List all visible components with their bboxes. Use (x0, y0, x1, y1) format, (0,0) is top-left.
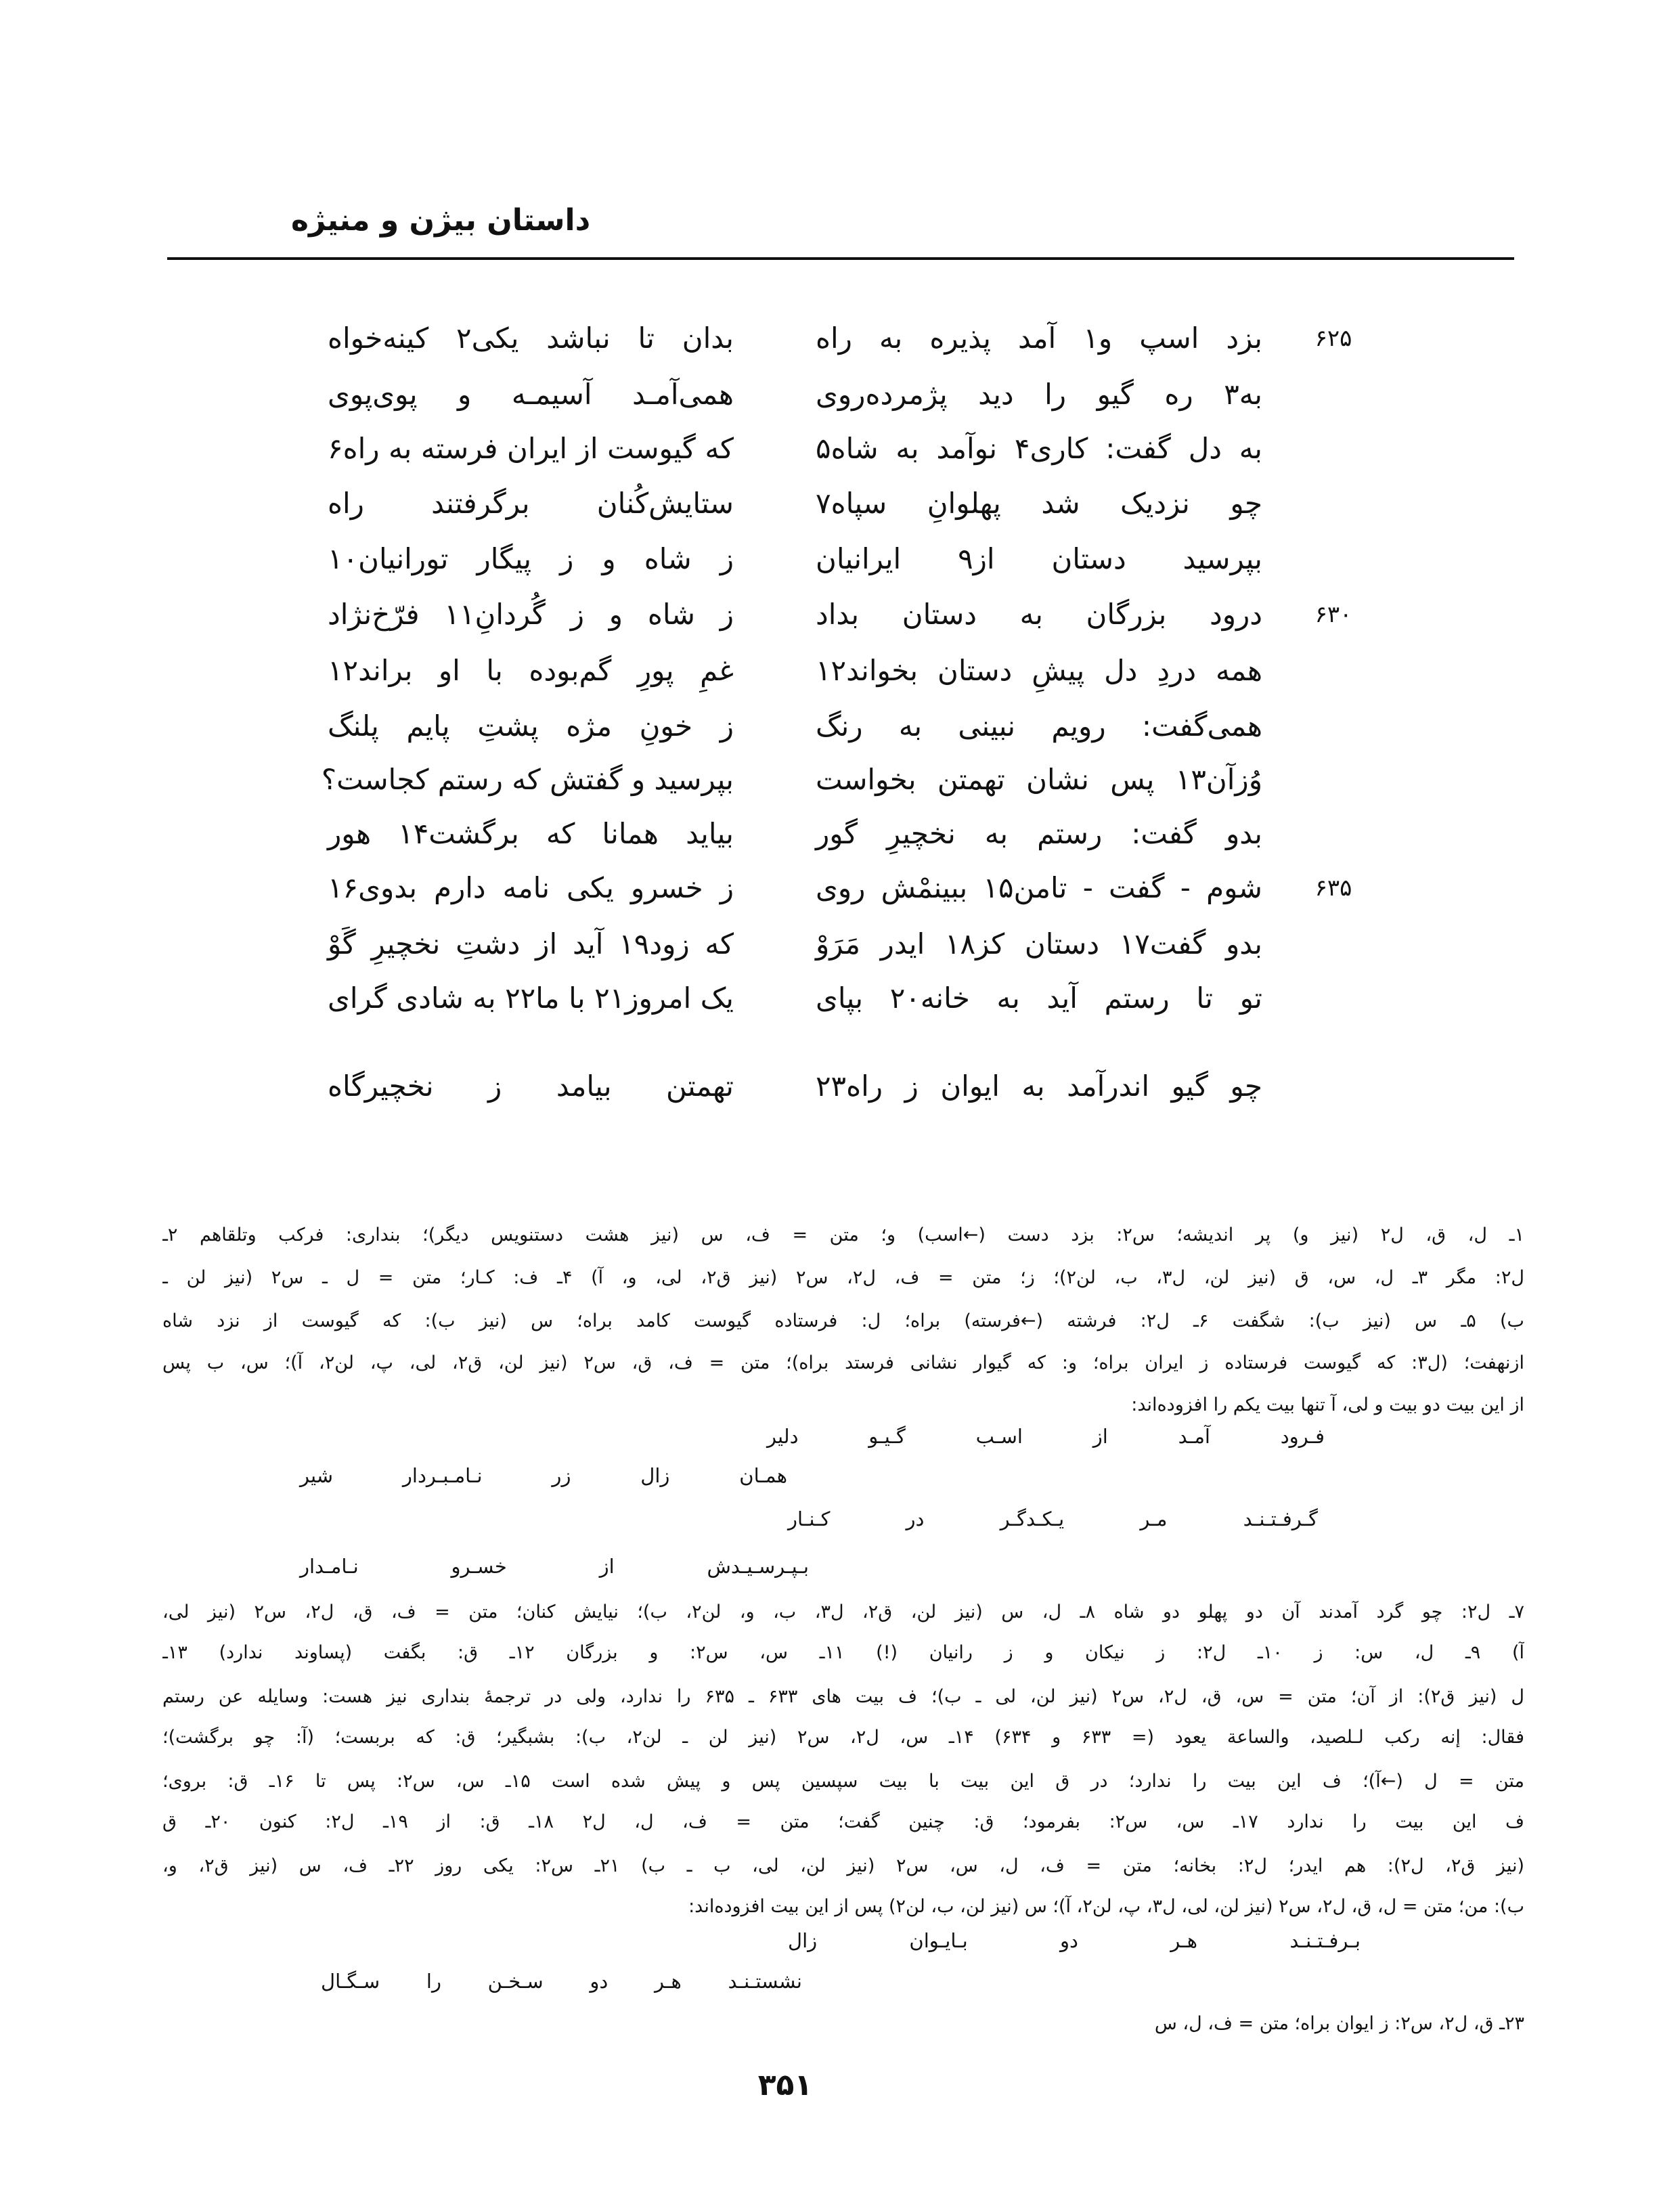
footnote-line: ل۲: مگر ۳ـ ل، س، ق (نیز لن، ل۳، ب، لن۲)؛ ز؛ متن = ف، ل۲، س۲ (نیز ق۲، لی، و، آ) ۴ـ ف: کـار؛ متن = ل ـ س۲ (نیز لن ـ (162, 1267, 1524, 1288)
footnote-line: متن = ل (←آ)؛ ف این بیت را ندارد؛ در ق این بیت با بیت سپسین پس و پیش شده است ۱۵ـ س، س۲: پس تا ۱۶ـ ق: بروی؛ (162, 1771, 1524, 1792)
footnote-line: ۱ـ ل، ق، ل۲ (نیز و) پر اندیشه؛ س۲: بزد دست (←اسب) و؛ متن = ف، س (نیز هشت دستنویس دیگر)؛ بنداری: فرکب وتلقاهم ۲ـ (162, 1224, 1524, 1245)
footnote-line: ۷ـ ل۲: چو گرد آمدند آن دو پهلو دو شاه ۸ـ ل، س (نیز لن، ق۲، ل۳، ب، و، لن۲، ب)؛ نیایش کنان؛ متن = ف، ق، ل۲، س۲ (نیز لی، (162, 1602, 1524, 1622)
hemistich-right: همی‌گفت: رویم نبینی به رنگ (816, 709, 1262, 743)
hemistich-left: که گیوست از ایران فرسته به راه۶ (328, 432, 734, 465)
header-rule (167, 257, 1514, 260)
footnote-line: ل (نیز ق۲): از آن؛ متن = س، ق، ل۲، س۲ (نیز لن، لی ـ ب)؛ ف بیت های ۶۳۳ ـ ۶۳۵ را ندارد، ولی در ترجمهٔ بنداری نیز هست: وسایله عن رستم (162, 1686, 1524, 1707)
verse-number: ۶۳۰ (1314, 601, 1352, 628)
footnote-line: آ) ۹ـ ل، س: ز ۱۰ـ ل۲: ز نیکان و ز رانیان (!) ۱۱ـ س، س۲: و بزرگان ۱۲ـ ق: بگفت (پساوند ندارد) ۱۳ـ (162, 1642, 1524, 1663)
footnote-line: ب): من؛ متن = ل، ق، ل۲، س۲ (نیز لن، لی، ل۳، پ، لن۲، آ)؛ س (نیز لن، ب، لن۲) پس از این بیت افزوده‌اند: (688, 1896, 1524, 1917)
hemistich-left: بیاید همانا که برگشت۱۴ هور (328, 817, 734, 850)
hemistich-right: بدو گفت: رستم به نخچیرِ گور (816, 817, 1262, 850)
footnote-line: ۲۳ـ ق، ل۲، س۲: ز ایوان براه؛ متن = ف، ل، س (1154, 2013, 1524, 2034)
footnote-line: ب) ۵ـ س (نیز ب): شگفت ۶ـ ل۲: فرشته (←فرسته) براه؛ ل: فرستاده گیوست کامد براه؛ س (نیز ب): که گیوست از نزد شاه (162, 1310, 1524, 1331)
footnote-line: (نیز ق۲، ل۲): هم ایدر؛ ل۲: بخانه؛ متن = ف، ل، س، س۲ (نیز لن، لی، ب ـ ب) ۲۱ـ س۲: یکی روز ۲۲ـ ف، س (نیز ق۲، و، (162, 1855, 1524, 1876)
hemistich-left: غمِ پورِ گم‌بوده با او براند۱۲ (328, 654, 734, 687)
hemistich-right: همه دردِ دل پیشِ دستان بخواند۱۲ (816, 654, 1262, 687)
footnote-added-verse: همـان زال زر نـامـبـردار شیر (300, 1464, 787, 1487)
verse-number: ۶۳۵ (1314, 875, 1352, 902)
footnote-added-verse: فـرود آمـد از اسـب گـیـو دلیر (767, 1425, 1325, 1448)
hemistich-right: به دل گفت: کاری۴ نوآمد به شاه۵ (816, 432, 1262, 465)
hemistich-left: بپرسید و گفتش که رستم کجاست؟ (321, 763, 734, 796)
verse-number: ۶۲۵ (1314, 325, 1352, 352)
footnote-line: ازنهفت؛ (ل۳: که گیوست فرستاده ز ایران براه؛ و: که گیوار نشانی فرستد براه)؛ متن = ف، ق، س۲ (نیز لن، ق۲، لی، پ، لن۲، آ)؛ س، ب پس (162, 1352, 1524, 1373)
footnote-line: فقال: إنه رکب لـلصید، والساعة یعود (= ۶۳۳ و ۶۳۴) ۱۴ـ س، ل۲، س۲ (نیز لن ـ لن۲، ب): بشبگیر؛ ق: که بربست؛ (آ: چو برگشت)؛ (162, 1727, 1524, 1748)
hemistich-right: تو تا رستم آید به خانه۲۰ بپای (816, 981, 1262, 1015)
hemistich-left: ز خسرو یکی نامه دارم بدوی۱۶ (328, 871, 734, 904)
page-number: ۳۵۱ (757, 2068, 813, 2102)
hemistich-left: یک امروز۲۱ با ما۲۲ به شادی گرای (328, 981, 734, 1015)
hemistich-left: ز شاه و ز پیگار تورانیان۱۰ (328, 542, 734, 575)
hemistich-right: چو نزدیک شد پهلوانِ سپاه۷ (816, 487, 1262, 520)
hemistich-right: چو گیو اندرآمد به ایوان ز راه۲۳ (816, 1069, 1262, 1103)
hemistich-right: درود بزرگان به دستان بداد (816, 598, 1262, 631)
hemistich-right: بدو گفت۱۷ دستان کز۱۸ ایدر مَرَوْ (816, 927, 1263, 961)
hemistich-right: شوم - گفت - تامن۱۵ ببینمْش روی (816, 871, 1263, 904)
footnote-line: از این بیت دو بیت و لی، آ تنها بیت یکم را افزوده‌اند: (1131, 1394, 1524, 1415)
hemistich-right: وُزآن۱۳ پس نشان تهمتن بخواست (816, 763, 1262, 796)
hemistich-left: ز خونِ مژه پشتِ پایم پلنگ (328, 709, 734, 743)
hemistich-left: تهمتن بیامد ز نخچیرگاه (328, 1069, 734, 1103)
hemistich-right: بزد اسپ و۱ آمد پذیره به راه (816, 322, 1262, 355)
footnote-added-verse: نشستـنـد هـر دو سـخـن را سـگـال (321, 1970, 802, 1993)
hemistich-left: که زود۱۹ آید از دشتِ نخچیرِ گَوْ (328, 927, 734, 961)
running-header-title: داستان بیژن و منیژه (291, 203, 591, 238)
hemistich-left: ستایش‌کُنان برگرفتند راه (328, 487, 734, 520)
footnote-added-verse: گـرفـتـنـد مـر یـکـدگـر در کـنـار (788, 1507, 1318, 1530)
footnote-line: ف این بیت را ندارد ۱۷ـ س، س۲: بفرمود؛ ق: چنین گفت؛ متن = ف، ل، ل۲ ۱۸ـ ق: از ۱۹ـ ل۲: کنون ۲۰ـ ق (162, 1811, 1524, 1832)
hemistich-right: بپرسید دستان از۹ ایرانیان (816, 542, 1262, 575)
footnote-added-verse: بـپـرسـیـدش از خسـرو نـامـدار (300, 1555, 809, 1578)
hemistich-left: بدان تا نباشد یکی۲ کینه‌خواه (328, 322, 734, 355)
hemistich-left: همی‌آمـد آسیمـه و پوی‌پوی (328, 378, 734, 411)
hemistich-left: ز شاه و ز گُردانِ۱۱ فرّخ‌نژاد (328, 598, 734, 631)
hemistich-right: به۳ ره گیو را دید پژمرده‌روی (816, 378, 1262, 411)
footnote-added-verse: بـرفـتـنـد هـر دو بـایـوان زال (788, 1929, 1361, 1952)
